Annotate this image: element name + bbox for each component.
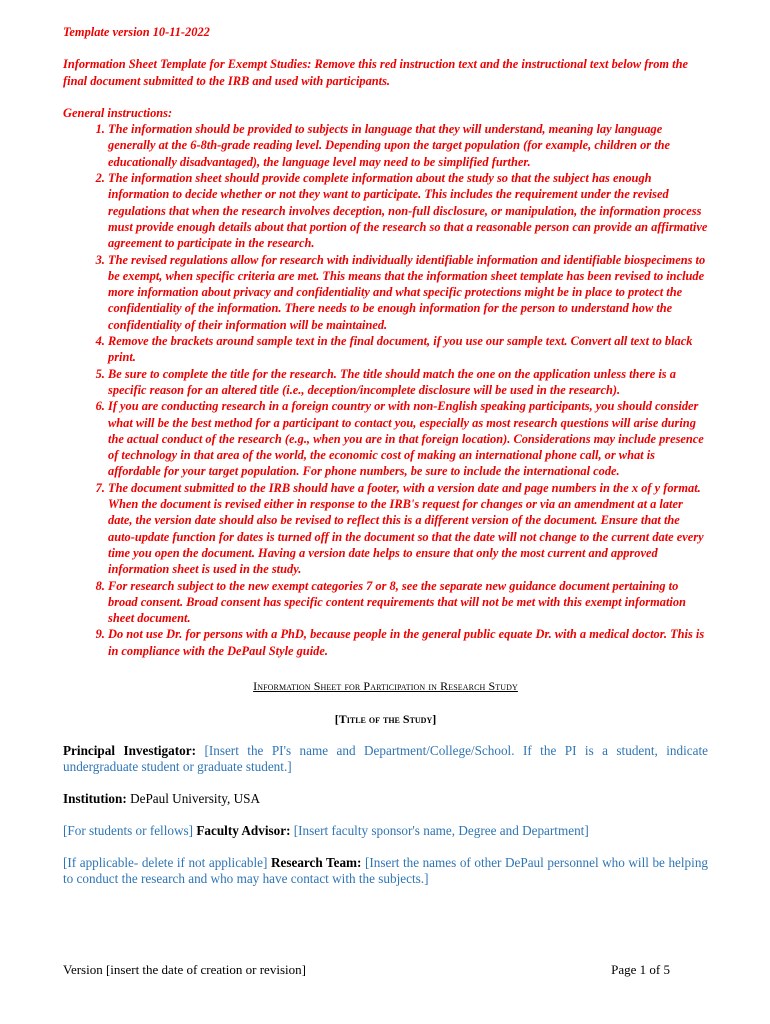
instruction-item: 5. Be sure to complete the title for the research. The title should match the one on the application unless there is a specific reason for an altered title (i.e., deception/incomplete disclosure will be used in the research). <box>108 366 708 399</box>
advisor-value: [Insert faculty sponsor's name, Degree and Department] <box>293 822 589 838</box>
principal-investigator-field <box>63 743 708 775</box>
instruction-item: 7. The document submitted to the IRB should have a footer, with a version date and page numbers in the x of y format. When the document is revised either in response to the IRB's request for changes or via an amendment at a later date, the version date should also be revised to reflect this is a different version of the document. Ensure that the auto-update function for dates is turned off in the document so that the date will not change to the current date every time you open the document. Having a version date helps to ensure that only the most current and approved information sheet is used in the study. <box>108 480 708 578</box>
institution-value: DePaul University, USA <box>130 790 260 806</box>
instruction-item: 8. For research subject to the new exempt categories 7 or 8, see the separate new guidance document pertaining to broad consent. Broad consent has specific content requirements that will not be met with this exempt information sheet document. <box>108 578 708 627</box>
document-heading <box>63 679 708 694</box>
instruction-item: 9. Do not use Dr. for persons with a PhD, because people in the general public equate Dr. with a medical doctor. This is in compliance with the DePaul Style guide. <box>108 626 708 659</box>
instruction-item: 1. The information should be provided to subjects in language that they will understand, meaning lay language generally at the 6-8th-grade reading level. Depending upon the target population (for example, children or the educationally disadvantaged), the language level may need to be simplified further. <box>108 121 708 170</box>
document-page <box>63 24 708 887</box>
team-prefix: [If applicable- delete if not applicable] <box>63 854 268 870</box>
intro-instruction: Information Sheet Template for Exempt Studies: Remove this red instruction text and the instructional text below from the final document submitted to the IRB and used with participants. <box>63 57 688 88</box>
instruction-item: 6. If you are conducting research in a foreign country or with non-English speaking participants, you should consider what will be the best method for a participant to contact you, especially as most research questions will arise during the actual conduct of the research (e.g., when you are in that foreign location). Considerations may include presence of technology in that area of the world, the economic cost of making an international phone call, or what is affordable for your target population. For phone numbers, be sure to include the international code. <box>108 398 708 479</box>
template-version: Template version 10-11-2022 <box>63 25 210 39</box>
page-footer <box>63 962 670 978</box>
instruction-item: 3. The revised regulations allow for research with individually identifiable information and identifiable biospecimens to be exempt, when specific criteria are met. This means that the information sheet template has been revised to include more information about privacy and confidentiality and what specific protections might be in place to protect the confidentiality of the information. There needs to be enough information for the person to understand how the confidentiality of their information will be maintained. <box>108 252 708 333</box>
instruction-item: 4. Remove the brackets around sample text in the final document, if you use our sample text. Convert all text to black print. <box>108 333 708 366</box>
instruction-item: 2. The information sheet should provide complete information about the study so that the subject has enough information to decide whether or not they want to participate. This includes the requirement under the revised regulations that when the research involves deception, non-full disclosure, or manipulation, the information process must provide enough details about that portion of the research so that a reasonable person can provide an affirmative agreement to participate in the research. <box>108 170 708 251</box>
instruction-list <box>63 121 708 659</box>
study-title: [Title of the Study] <box>334 711 437 726</box>
instruction-block <box>63 24 708 659</box>
pi-value: [Insert the PI's name and Department/College/School. If the PI is a student, indicate undergraduate student or graduate student.] <box>63 742 708 774</box>
institution-label: Institution: <box>63 790 127 806</box>
document-heading-text: Information Sheet for Participation in Research Study <box>253 678 518 693</box>
footer-version: Version [insert the date of creation or revision] <box>63 962 306 977</box>
faculty-advisor-field <box>63 823 708 839</box>
advisor-label: Faculty Advisor: <box>196 822 291 838</box>
team-label: Research Team: <box>270 854 362 870</box>
pi-label: Principal Investigator: <box>63 742 196 758</box>
advisor-prefix: [For students or fellows] <box>63 822 194 838</box>
general-instructions-label: General instructions: <box>63 105 173 120</box>
footer-page-number: Page 1 of 5 <box>611 962 670 977</box>
research-team-field <box>63 855 708 887</box>
team-value: [Insert the names of other DePaul personnel who will be helping to conduct the research and who may have contact with the subjects.] <box>63 854 709 886</box>
institution-field <box>63 791 708 807</box>
